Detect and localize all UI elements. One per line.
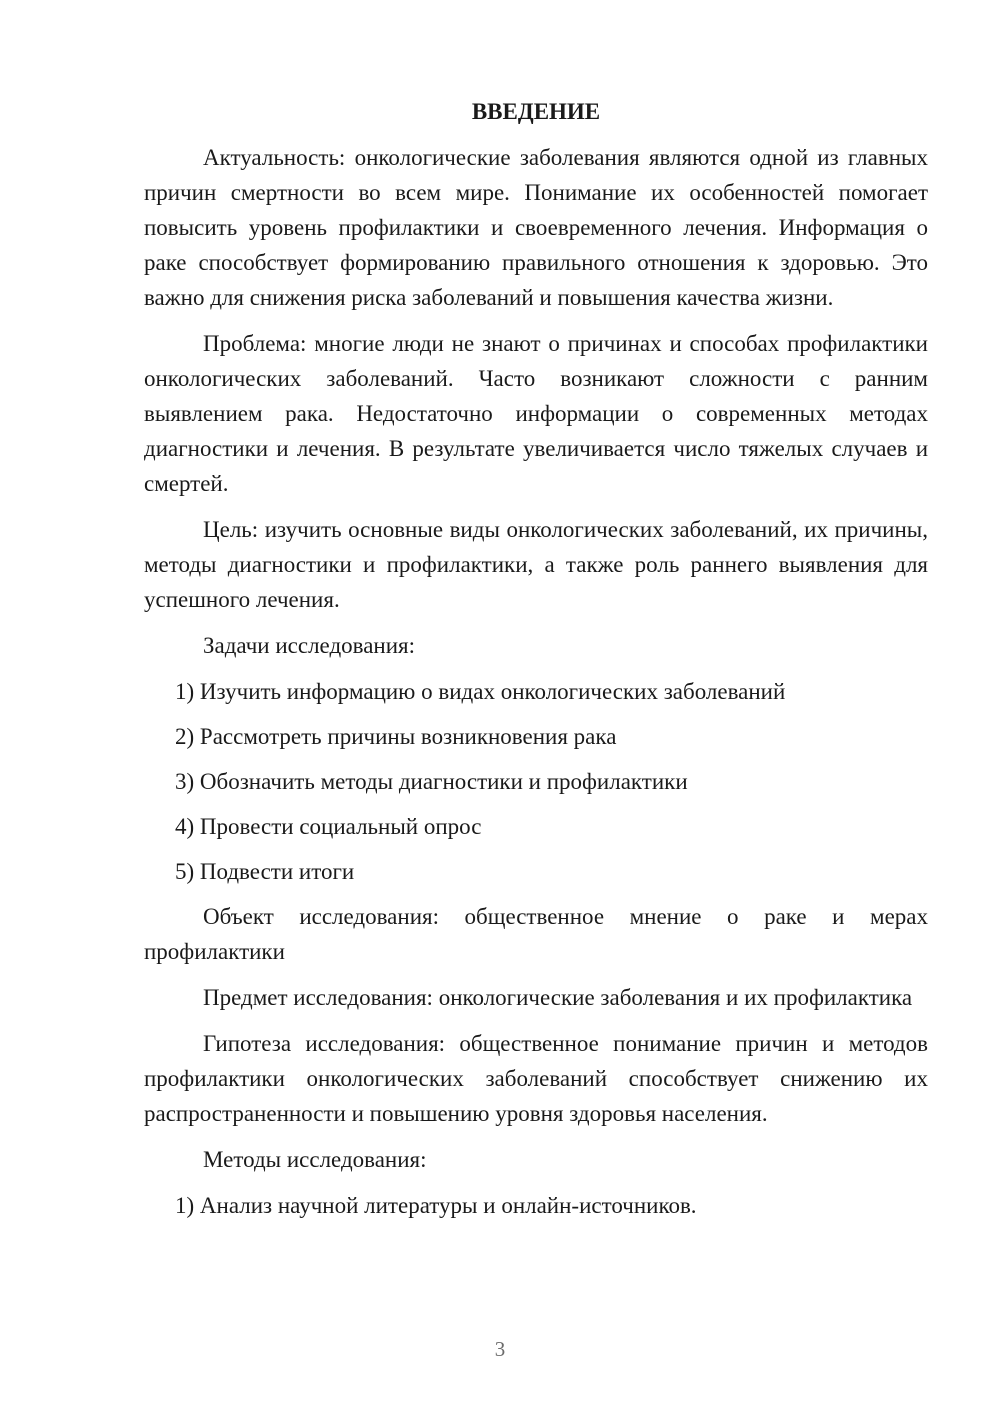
hypothesis-paragraph: Гипотеза исследования: общественное понимание причин и методов профилактики онкологических заболеваний способствует снижению их распространенности и повышению уровня здоровья населения. (144, 1031, 928, 1126)
task-item: 5) Подвести итоги (175, 859, 355, 884)
methods-list (144, 1188, 928, 1223)
tasks-list (144, 674, 928, 889)
method-item: 1) Анализ научной литературы и онлайн-источников. (175, 1193, 697, 1218)
methods-label: Методы исследования: (203, 1147, 427, 1172)
relevance-paragraph: Актуальность: онкологические заболевания являются одной из главных причин смертности во всем мире. Понимание их особенностей помогает повысить уровень профилактики и своевременного лечения. Информация о раке способствует формированию правильного отношения к здоровью. Это важно для снижения риска заболеваний и повышения качества жизни. (144, 145, 928, 310)
subject-paragraph: Предмет исследования: онкологические заболевания и их профилактика (203, 985, 913, 1010)
goal-paragraph: Цель: изучить основные виды онкологических заболеваний, их причины, методы диагностики и профилактики, а также роль раннего выявления для успешного лечения. (144, 517, 928, 612)
object-paragraph: Объект исследования: общественное мнение о раке и мерах профилактики (144, 904, 928, 964)
task-item: 3) Обозначить методы диагностики и профилактики (175, 769, 688, 794)
page-number: 3 (494, 1337, 506, 1361)
tasks-label: Задачи исследования: (203, 633, 416, 658)
task-item: 4) Провести социальный опрос (175, 814, 482, 839)
section-heading: ВВЕДЕНИЕ (471, 99, 601, 124)
problem-paragraph: Проблема: многие люди не знают о причинах и способах профилактики онкологических заболеваний. Часто возникают сложности с ранним выявлением рака. Недостаточно информации о современных методах диагностики и лечения. В результате увеличивается число тяжелых случаев и смертей. (144, 331, 928, 496)
task-item: 1) Изучить информацию о видах онкологических заболеваний (175, 679, 786, 704)
page-content (144, 94, 928, 1233)
task-item: 2) Рассмотреть причины возникновения рака (175, 724, 617, 749)
